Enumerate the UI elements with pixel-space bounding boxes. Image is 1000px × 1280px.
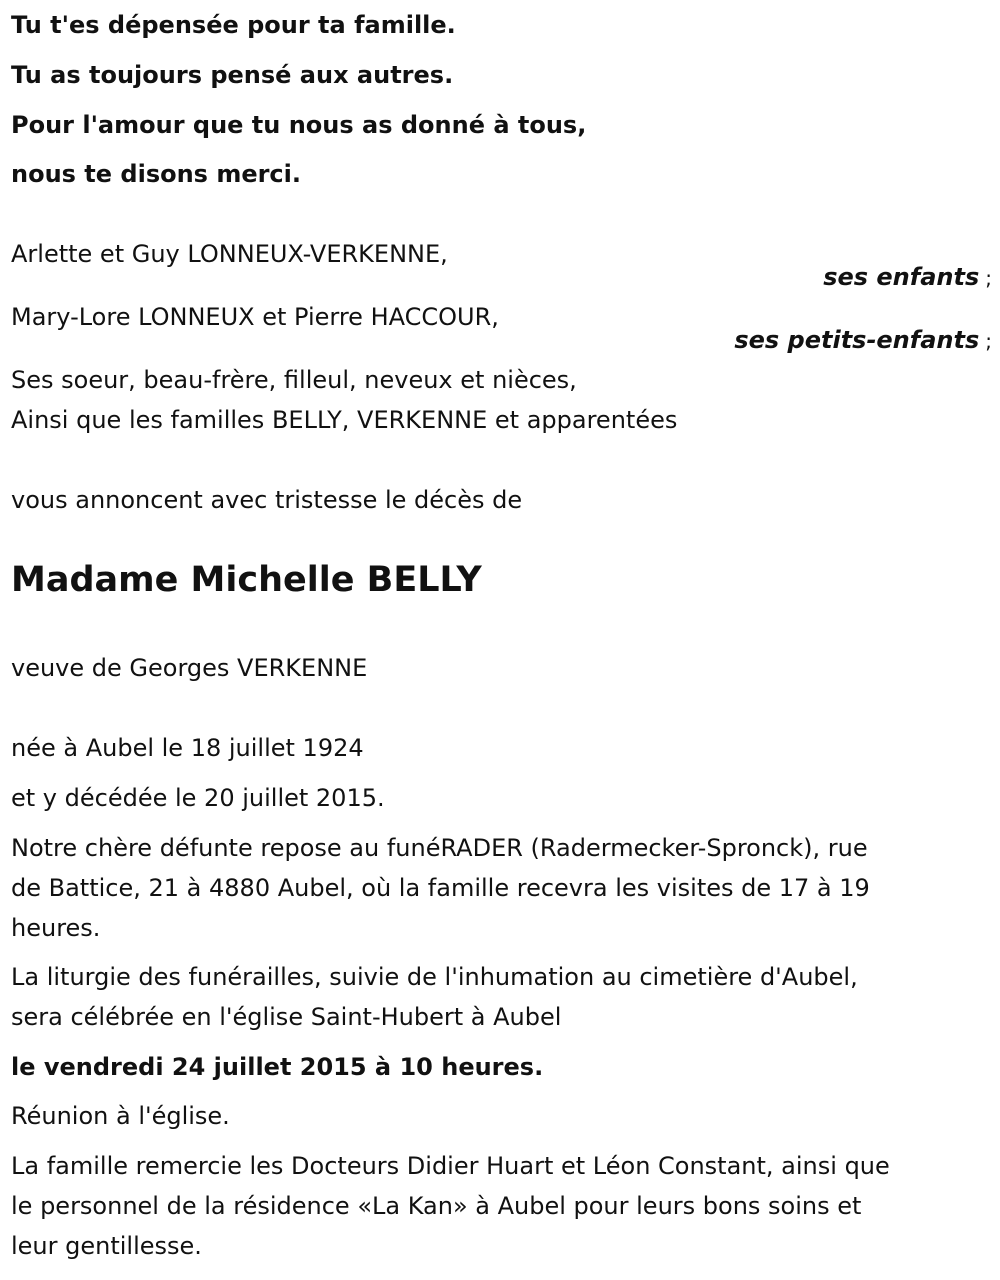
death-line: et y décédée le 20 juillet 2015. — [11, 784, 385, 812]
grandchildren-role-label: ses petits-enfants — [734, 326, 980, 354]
relatives-line-1: Ses soeur, beau-frère, filleul, neveux et nièces, — [11, 366, 577, 394]
birth-line: née à Aubel le 18 juillet 1924 — [11, 734, 364, 762]
thanks-line-2: le personnel de la résidence «La Kan» à Aubel pour leurs bons soins et — [11, 1192, 862, 1220]
poem-line-4: nous te disons merci. — [11, 160, 302, 188]
funeral-date: le vendredi 24 juillet 2015 à 10 heures. — [11, 1053, 544, 1081]
poem-line-3: Pour l'amour que tu nous as donné à tous, — [11, 111, 587, 139]
children-names: Arlette et Guy LONNEUX-VERKENNE, — [11, 240, 448, 268]
repose-line-1: Notre chère défunte repose au funéRADER (Radermecker-Spronck), rue — [11, 834, 868, 862]
liturgy-line-1: La liturgie des funérailles, suivie de l'inhumation au cimetière d'Aubel, — [11, 963, 858, 991]
poem-line-1: Tu t'es dépensée pour ta famille. — [11, 11, 456, 39]
relatives-line-2: Ainsi que les familles BELLY, VERKENNE et apparentées — [11, 406, 678, 434]
thanks-line-1: La famille remercie les Docteurs Didier Huart et Léon Constant, ainsi que — [11, 1152, 890, 1180]
thanks-line-3: leur gentillesse. — [11, 1232, 202, 1260]
reunion-line: Réunion à l'église. — [11, 1102, 230, 1130]
grandchildren-role — [734, 326, 992, 355]
grandchildren-role-separator: ; — [985, 329, 992, 353]
repose-line-3: heures. — [11, 914, 101, 942]
deceased-name: Madame Michelle BELLY — [11, 560, 482, 600]
widow-line: veuve de Georges VERKENNE — [11, 654, 368, 682]
liturgy-line-2: sera célébrée en l'église Saint-Hubert à Aubel — [11, 1003, 562, 1031]
grandchildren-names: Mary-Lore LONNEUX et Pierre HACCOUR, — [11, 303, 499, 331]
repose-line-2: de Battice, 21 à 4880 Aubel, où la famille recevra les visites de 17 à 19 — [11, 874, 870, 902]
children-role-label: ses enfants — [823, 263, 980, 291]
children-role — [823, 263, 992, 292]
poem-line-2: Tu as toujours pensé aux autres. — [11, 61, 454, 89]
announcement: vous annoncent avec tristesse le décès de — [11, 486, 523, 514]
children-role-separator: ; — [985, 266, 992, 290]
